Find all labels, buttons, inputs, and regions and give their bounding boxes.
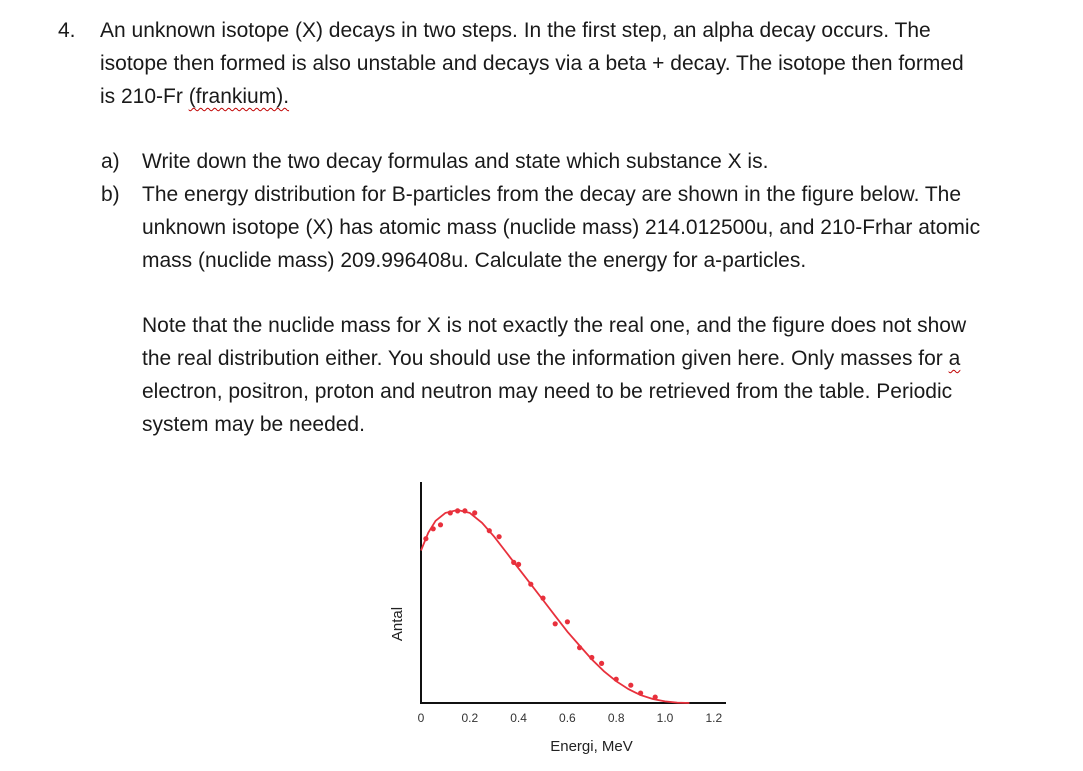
data-point [553, 621, 558, 626]
data-point [628, 683, 633, 688]
note-line-1: Note that the nuclide mass for X is not exactly the real one, and the figure does not show [142, 314, 967, 337]
x-tick-label: 0.8 [607, 711, 625, 725]
data-point [516, 562, 521, 567]
data-point [431, 526, 436, 531]
data-point [614, 677, 619, 682]
chart-axes [420, 482, 726, 704]
x-tick-label: 0.4 [510, 711, 527, 725]
data-point [565, 619, 570, 624]
part-b-label: b) [101, 183, 120, 206]
data-point [487, 528, 492, 533]
beta-energy-distribution-chart [370, 470, 750, 770]
data-point [638, 691, 643, 696]
data-point [540, 596, 545, 601]
note-line-2 [142, 342, 960, 375]
data-point [528, 582, 533, 587]
data-point [599, 661, 604, 666]
note-line-3: electron, positron, proton and neutron may need to be retrieved from the table. Periodic [142, 380, 953, 403]
part-b-line-2: unknown isotope (X) has atomic mass (nuclide mass) 214.012500u, and 210-Frhar atomic [142, 216, 981, 239]
fit-curve-line [421, 510, 689, 703]
intro-line-3-text: is 210-Fr [100, 85, 189, 108]
data-point [497, 534, 502, 539]
data-points-group [423, 508, 658, 699]
data-point [472, 510, 477, 515]
data-point [653, 695, 658, 700]
data-point [423, 536, 428, 541]
data-point [448, 510, 453, 515]
chart-labels-group [389, 607, 722, 755]
y-axis-title: Antal [389, 606, 406, 642]
intro-line-3 [100, 80, 289, 113]
flagged-word-a: a [948, 347, 961, 370]
part-a-label: a) [101, 150, 120, 173]
intro-line-2: isotope then formed is also unstable and decays via a beta + decay. The isotope then formed [100, 52, 964, 75]
x-tick-label: 0.6 [559, 711, 576, 725]
data-point [589, 655, 594, 660]
frankium-spellcheck-word: (frankium). [188, 85, 290, 108]
x-tick-label: 0.2 [461, 711, 479, 725]
question-number: 4. [58, 19, 76, 42]
note-line-2-text: the real distribution either. You should use the information given here. Only masses for [142, 347, 949, 370]
data-point [577, 645, 582, 650]
part-b-line-3: mass (nuclide mass) 209.996408u. Calculate the energy for a-particles. [142, 249, 807, 272]
x-tick-label: 1.2 [705, 711, 723, 725]
data-point [462, 508, 467, 513]
data-point [438, 522, 443, 527]
x-tick-label: 1.0 [656, 711, 674, 725]
x-tick-label: 0 [417, 711, 425, 725]
intro-line-1: An unknown isotope (X) decays in two steps. In the first step, an alpha decay occurs. The [100, 19, 931, 42]
part-b-line-1: The energy distribution for B-particles from the decay are shown in the figure below. The [142, 183, 962, 206]
fit-curve-group [421, 510, 689, 703]
note-line-4: system may be needed. [142, 413, 365, 436]
data-point [455, 508, 460, 513]
data-point [511, 560, 516, 565]
x-axis-title: Energi, MeV [550, 738, 633, 755]
part-a-line-1: Write down the two decay formulas and state which substance X is. [142, 150, 769, 173]
